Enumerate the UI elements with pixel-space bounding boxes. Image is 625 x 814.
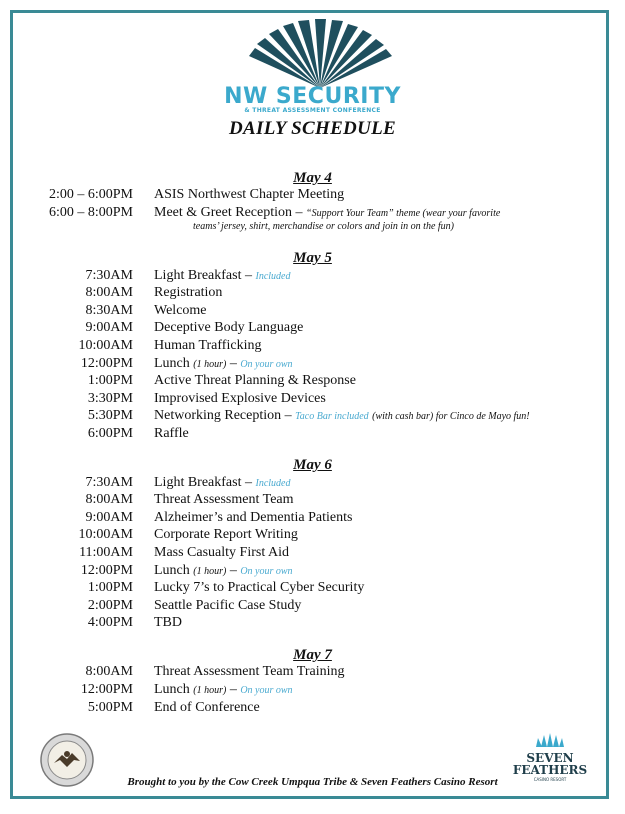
- schedule-row: [0, 408, 625, 426]
- event-title: Human Trafficking: [154, 338, 262, 353]
- event-separator: –: [226, 356, 241, 371]
- event-cell: [154, 426, 189, 442]
- event-title: Networking Reception –: [154, 408, 292, 423]
- event-cell: [154, 391, 326, 407]
- time-cell: 1:00PM: [87, 373, 133, 388]
- day-heading: May 4: [293, 170, 332, 186]
- schedule-row: [0, 664, 625, 682]
- event-tag: Taco Bar included: [295, 411, 369, 422]
- event-title: Active Threat Planning & Response: [154, 373, 356, 388]
- time-cell: 8:00AM: [85, 664, 133, 679]
- day-heading: May 5: [293, 250, 332, 266]
- schedule-row: [0, 391, 625, 409]
- event-note: (1 hour): [193, 566, 227, 577]
- event-tag: On your own: [240, 566, 293, 577]
- time-cell: 8:00AM: [85, 285, 133, 300]
- event-cell: [154, 285, 222, 301]
- schedule-row: [0, 615, 625, 633]
- schedule-row: [0, 700, 625, 718]
- schedule-row: [0, 426, 625, 444]
- schedule-row: [0, 475, 625, 493]
- conference-logo: [235, 18, 405, 90]
- time-cell: 5:30PM: [87, 408, 133, 423]
- schedule-row: [0, 682, 625, 700]
- event-title: Lunch: [154, 356, 190, 371]
- brand-name: NW SECURITY: [224, 84, 401, 109]
- event-title: Registration: [154, 285, 223, 300]
- event-cell: [154, 408, 530, 424]
- schedule-row: [0, 338, 625, 356]
- svg-text:SEVEN: SEVEN: [526, 751, 574, 765]
- svg-text:CASINO RESORT: CASINO RESORT: [533, 777, 567, 782]
- time-cell: 7:30AM: [85, 268, 133, 283]
- event-cell: [154, 187, 344, 203]
- schedule-row: [0, 373, 625, 391]
- time-cell: 9:00AM: [85, 320, 133, 335]
- time-cell: 6:00PM: [87, 426, 133, 441]
- event-cell: [154, 356, 293, 372]
- event-title: Deceptive Body Language: [154, 320, 304, 335]
- event-cell: [154, 563, 293, 579]
- event-cell: [154, 320, 303, 336]
- time-cell: 1:00PM: [87, 580, 133, 595]
- time-cell: 7:30AM: [85, 475, 133, 490]
- event-title: Threat Assessment Team Training: [154, 664, 345, 679]
- event-note: “Support Your Team” theme (wear your favorite: [306, 208, 501, 219]
- page-title: DAILY SCHEDULE: [229, 118, 396, 139]
- event-cell: [154, 580, 364, 596]
- event-note: (1 hour): [193, 359, 227, 370]
- schedule-row: [0, 563, 625, 581]
- event-title: Lunch: [154, 563, 190, 578]
- event-cell: [154, 527, 298, 543]
- event-cell: [154, 545, 289, 561]
- event-title: Lunch: [154, 682, 190, 697]
- event-cell: [154, 492, 294, 508]
- event-separator: –: [226, 682, 241, 697]
- time-cell: 5:00PM: [87, 700, 133, 715]
- event-cell: [154, 664, 344, 680]
- schedule-row: [0, 545, 625, 563]
- event-cell: [154, 475, 290, 491]
- event-title: Light Breakfast –: [154, 475, 252, 490]
- time-cell: 8:30AM: [85, 303, 133, 318]
- event-separator: –: [226, 563, 241, 578]
- time-cell: 3:30PM: [87, 391, 133, 406]
- event-cell: [154, 615, 182, 631]
- event-title: Lucky 7’s to Practical Cyber Security: [154, 580, 365, 595]
- event-tag: On your own: [240, 685, 293, 696]
- event-title: TBD: [154, 615, 182, 630]
- time-cell: 10:00AM: [78, 527, 133, 542]
- schedule-row: [0, 303, 625, 321]
- event-cell: [154, 598, 301, 614]
- schedule-row: [0, 187, 625, 205]
- time-cell: 12:00PM: [80, 356, 133, 371]
- event-title: Light Breakfast –: [154, 268, 252, 283]
- event-title: End of Conference: [154, 700, 260, 715]
- event-title: Alzheimer’s and Dementia Patients: [154, 510, 353, 525]
- time-cell: 12:00PM: [80, 682, 133, 697]
- event-title: Threat Assessment Team: [154, 492, 294, 507]
- event-cell: [154, 682, 293, 698]
- event-title: Mass Casualty First Aid: [154, 545, 289, 560]
- time-cell: 9:00AM: [85, 510, 133, 525]
- event-tag: Included: [255, 271, 291, 282]
- event-note: (with cash bar) for Cinco de Mayo fun!: [372, 411, 530, 422]
- footer-credit: Brought to you by the Cow Creek Umpqua Tribe & Seven Feathers Casino Resort: [127, 776, 498, 788]
- schedule-row: [0, 598, 625, 616]
- time-cell: 11:00AM: [79, 545, 133, 560]
- day-heading: May 7: [293, 647, 332, 663]
- schedule-row: [0, 320, 625, 338]
- event-title: Meet & Greet Reception –: [154, 205, 303, 220]
- event-title: ASIS Northwest Chapter Meeting: [154, 187, 345, 202]
- event-cell: [154, 373, 356, 389]
- event-cell: [154, 303, 207, 319]
- event-title: Welcome: [154, 303, 207, 318]
- schedule-row: [0, 285, 625, 303]
- schedule-row: [0, 268, 625, 286]
- event-title: Corporate Report Writing: [154, 527, 298, 542]
- time-cell: 4:00PM: [87, 615, 133, 630]
- day-heading: May 6: [293, 457, 332, 473]
- svg-text:FEATHERS: FEATHERS: [512, 763, 588, 777]
- event-tag: Included: [255, 478, 291, 489]
- schedule-row: [0, 580, 625, 598]
- time-cell: 2:00PM: [87, 598, 133, 613]
- time-cell: 10:00AM: [78, 338, 133, 353]
- event-cell: [154, 510, 352, 526]
- event-note-continued: teams’ jersey, shirt, merchandise or colors and join in on the fun): [193, 221, 454, 232]
- time-cell: 6:00 – 8:00PM: [48, 205, 133, 220]
- time-cell: 12:00PM: [80, 563, 133, 578]
- schedule-row: [0, 510, 625, 528]
- event-cell: [154, 700, 260, 716]
- schedule-row: [0, 356, 625, 374]
- event-cell: [154, 268, 290, 284]
- event-title: Raffle: [154, 426, 189, 441]
- schedule-row: [0, 492, 625, 510]
- event-cell: [154, 338, 261, 354]
- event-title: Seattle Pacific Case Study: [154, 598, 302, 613]
- event-cell: [154, 205, 500, 221]
- brand-subtitle: & THREAT ASSESSMENT CONFERENCE: [244, 107, 381, 114]
- time-cell: 8:00AM: [85, 492, 133, 507]
- event-title: Improvised Explosive Devices: [154, 391, 326, 406]
- schedule-row: [0, 527, 625, 545]
- event-tag: On your own: [240, 359, 293, 370]
- event-note: (1 hour): [193, 685, 227, 696]
- time-cell: 2:00 – 6:00PM: [48, 187, 133, 202]
